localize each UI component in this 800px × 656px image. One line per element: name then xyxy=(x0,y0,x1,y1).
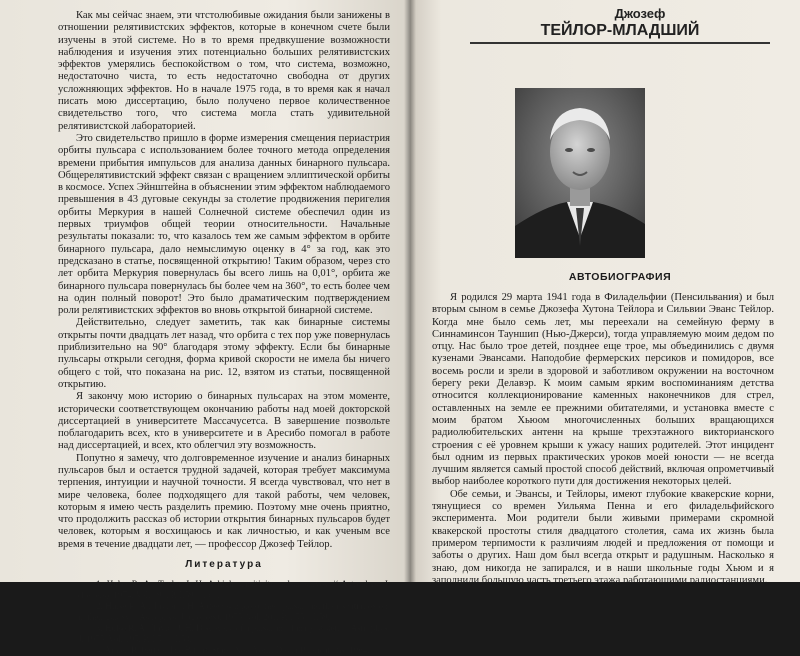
paragraph: Как мы сейчас знаем, эти чтстолюбивые ожидания были занижены в отношении релятивистских эффектов, которые в конечном счете были изучены в этой системе. Но в то время предвкушение возможности наблюдения и изучения этих потенциально больших релятивистских эффектов умерялись беспокойством о том, что система, возможно, недостаточно чиста, то есть недостаточно свободна от других усложняющих эффектов. Но в начале 1975 года, в то время как я начал писать мою диссертацию, было получено первое количественное свидетельство того, что система могла стать удивительной релятивистской лабораторией. xyxy=(58,10,390,132)
reference-item: 1. Hulse R. A., Taylor J. H. A high sensitivity pulsar survey // Astrophys. J. (Letters). 1974. Vol. 191. P. L59—L61. xyxy=(78,579,390,601)
paragraph: Обе семьи, и Эвансы, и Тейлоры, имеют глубокие квакерские корни, тянущиеся со времен Уильяма Пенна и его филадельфийского эксперимента. Мои родители были живыми примерами скромной квакерской простоты стиля двадцатого столетия, сама их жизнь была примером терпимости к различиям людей и предложения от помощи и заботы о других. Наш дом был всегда открыт и радушным. Насколько я знаю, дом никогда не запирался, и в наши школьные годы Хьюм и я заполнили большую часть третьего этажа работающими радиостанциями. xyxy=(432,488,774,586)
literature-heading: Литература xyxy=(185,559,263,571)
paragraph: Действительно, следует заметить, так как бинарные системы открыты почти двадцать лет назад, что орбита с тех пор уже повернулась приблизительно на 90° благодаря этому эффекту. Если бы бинарные пульсары открыли сегодня, форма кривой скорости не имела бы ничего общего с той, что показана на рис. 12, взятом из статьи, посвященной открытию. xyxy=(58,317,390,390)
reference-item: 2. Hulse R. A., Taylor J. H. A deep sample of new pulsar and their spatial extent in their galaxy // Astrophys. J. (Letters). 1975. Vol. 201. P. L55—L59. xyxy=(78,601,390,623)
paragraph: Я родился 29 марта 1941 года в Филадельфии (Пенсильвания) и был вторым сыном в семье Джозефа Хутона Тейлора и Сильвии Эванс Тейлор. Когда мне было семь лет, мы переехали на семейную ферму в Синнаминсон Тауншип (Нью-Джерси), тогда управляемую моим дедом по отцу. Нас было трое детей, позднее еще трое, мы объединились с двумя кузенами Эвансами. Наподобие фермерских персиков и помидоров, все восемь росли и зрели в здоровой и заботливом окружении на восточном берегу реки Делавэр. К моим самым ярким воспоминаниям детства относится коллекционирование каменных наконечников для стрел, оставленных на земле ее прежними обитателями, и установка вместе с моим братом Хьюом многочисленных больших вращающихся радиолюбительских антенн на крыше трехэтажного викторианского строения с её уровнем крыши к ужасу наших родителей. Этот инцидент был одним из первых практических уроков моей юности — не всегда лучшим является самый простой способ действий, включая опрометчивый выбор наиболее короткого пути для достижения некоторых целей. xyxy=(432,292,774,488)
author-first-name: Джозеф xyxy=(614,6,666,21)
left-page-text xyxy=(58,10,390,656)
book-gutter xyxy=(404,0,416,582)
portrait-photo xyxy=(515,88,645,258)
section-title: АВТОБИОГРАФИЯ xyxy=(568,271,672,283)
right-page-text xyxy=(432,292,774,587)
header-rule xyxy=(470,42,770,44)
references-list xyxy=(58,579,390,656)
paragraph: Я закончу мою историю о бинарных пульсарах на этом моменте, исторически соответствующем окончанию работы над моей докторской диссертацией в университете Массачусетса. В завершение позвольте поблагодарить всех, кто в университете и в Аресибо помогал в работе над диссертацией, и всех, кто облегчил эту возможность. xyxy=(58,391,390,452)
paragraph: Это свидетельство пришло в форме измерения смещения периастрия орбиты пульсара с использованием более точного метода определения времени прибытия импульсов для анализа данных бинарного пульсара. Общерелятивистский эффект связан с вращением эллиптической орбиты в космосе. Успех Эйнштейна в объяснении этим эффектом наблюдаемого превышения в 43 дуговые секунды за столетие продвижения перигелия орбиты Меркурия в нашей Солнечной системе обеспечил один из первых триумфов общей теории относительности. Начальные результаты показали: то, что казалось тем же самым эффектом в орбите бинарного пульсара, дало немыслимую оценку в 4° за год, как это предсказано в статье, посвященной открытию! Таким образом, через сто лет орбита Меркурия повернулась бы всего лишь на 0,01°, орбита же бинарного пульсара повернулась бы более чем на 360°, то есть более чем на один полный поворот! Это было драматическим подтверждением роли релятивистских эффектов во вновь открытой бинарной системе. xyxy=(58,132,390,317)
reference-item: 4. Aitken Robert G. The Binary Stars. New York: Dover Publications, 1964. xyxy=(96,645,370,656)
reference-item: 3. Hulse R. A., Taylor J. H. Discovery of a pulsar in a binary system // Astrophys. J. 1975. Vol. 195. P. L51—L53. xyxy=(78,623,390,645)
author-portrait xyxy=(515,88,645,258)
author-last-name: ТЕЙЛОР-МЛАДШИЙ xyxy=(540,22,700,39)
paragraph: Попутно я замечу, что долговременное изучение и анализ бинарных пульсаров был и остается трудной задачей, которая требует максимума терпения, интуиции и научной точности. Я всегда чувствовал, что нет в мире человека, более подходящего для такой работы, чем человек, которым я имею честь разделить премию. Поэтому мне очень приятно, что продолжить рассказ об истории открытия бинарных пульсаров будет человек, которым я восхищаюсь и как личностью, и как ученым все время в течение двадцати лет, — профессор Джозеф Тейлор. xyxy=(58,452,390,550)
